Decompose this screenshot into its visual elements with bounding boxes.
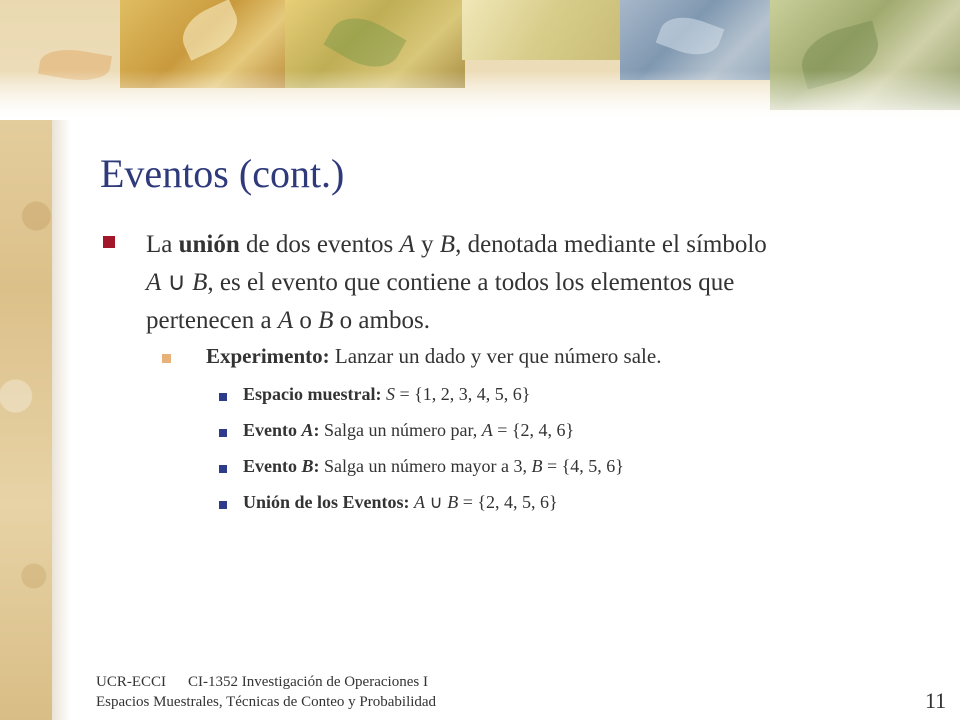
main-bullet-text [146, 226, 946, 340]
event-a-item [243, 420, 574, 441]
item-label: Unión de los Eventos: [243, 492, 410, 512]
text-segment: , es el evento que contiene a todos los elementos que [207, 269, 735, 296]
item-text: = {4, 5, 6} [542, 456, 624, 476]
experiment-text: Lanzar un dado y ver que número sale. [329, 344, 662, 368]
footer-course: CI-1352 Investigación de Operaciones I [188, 674, 428, 690]
item-text: = {2, 4, 5, 6} [458, 492, 558, 512]
text-segment: de dos eventos [239, 231, 400, 258]
symbol-b: B [318, 307, 334, 334]
symbol-b: B [439, 231, 456, 258]
item-text: = {1, 2, 3, 4, 5, 6} [395, 384, 531, 404]
symbol-b: B [447, 492, 459, 512]
bullet-square-icon [219, 393, 227, 401]
label-text: Evento [243, 456, 302, 476]
bullet-square-icon [162, 354, 171, 363]
symbol-b: B [301, 456, 314, 476]
text-segment: pertenecen a [146, 307, 278, 334]
text-segment: y [414, 231, 440, 258]
text-segment: La [146, 231, 179, 258]
label-colon: : [313, 456, 320, 476]
bullet-square-icon [219, 501, 227, 509]
sample-space-item [243, 384, 530, 405]
term-union: unión [178, 231, 240, 258]
symbol-a: A [414, 492, 426, 512]
label-text: Evento [243, 420, 302, 440]
footer [96, 672, 450, 712]
item-text: = {2, 4, 6} [492, 420, 575, 440]
symbol-b: B [531, 456, 543, 476]
symbol-a: A [481, 420, 493, 440]
symbol-s: S [386, 384, 395, 404]
bullet-square-icon [219, 465, 227, 473]
item-label: Espacio muestral: [243, 384, 382, 404]
experiment-line [206, 344, 661, 369]
bullet-square-icon [219, 429, 227, 437]
slide-title: Eventos (cont.) [100, 151, 345, 196]
footer-org: UCR-ECCI [96, 674, 167, 690]
experiment-label: Experimento: [206, 344, 330, 368]
item-label [243, 420, 320, 440]
symbol-b: B [192, 269, 208, 296]
union-symbol: ∪ [161, 269, 193, 296]
page-number: 11 [925, 688, 947, 713]
text-segment: o [293, 307, 319, 334]
symbol-a: A [399, 231, 415, 258]
union-events-item [243, 492, 558, 513]
text-segment: o ambos. [333, 307, 430, 334]
decorative-top-banner [0, 0, 960, 120]
item-text: Salga un número mayor a 3, [319, 456, 532, 476]
footer-subtitle: Espacios Muestrales, Técnicas de Conteo y Probabilidad [96, 694, 437, 710]
symbol-a: A [146, 269, 162, 296]
bullet-square-icon [103, 236, 115, 248]
text-segment: , denotada mediante el símbolo [455, 231, 767, 258]
union-symbol: ∪ [425, 492, 448, 512]
label-colon: : [313, 420, 320, 440]
item-label [243, 456, 320, 476]
symbol-a: A [277, 307, 294, 334]
event-b-item [243, 456, 624, 477]
symbol-a: A [301, 420, 314, 440]
item-text: Salga un número par, [319, 420, 482, 440]
